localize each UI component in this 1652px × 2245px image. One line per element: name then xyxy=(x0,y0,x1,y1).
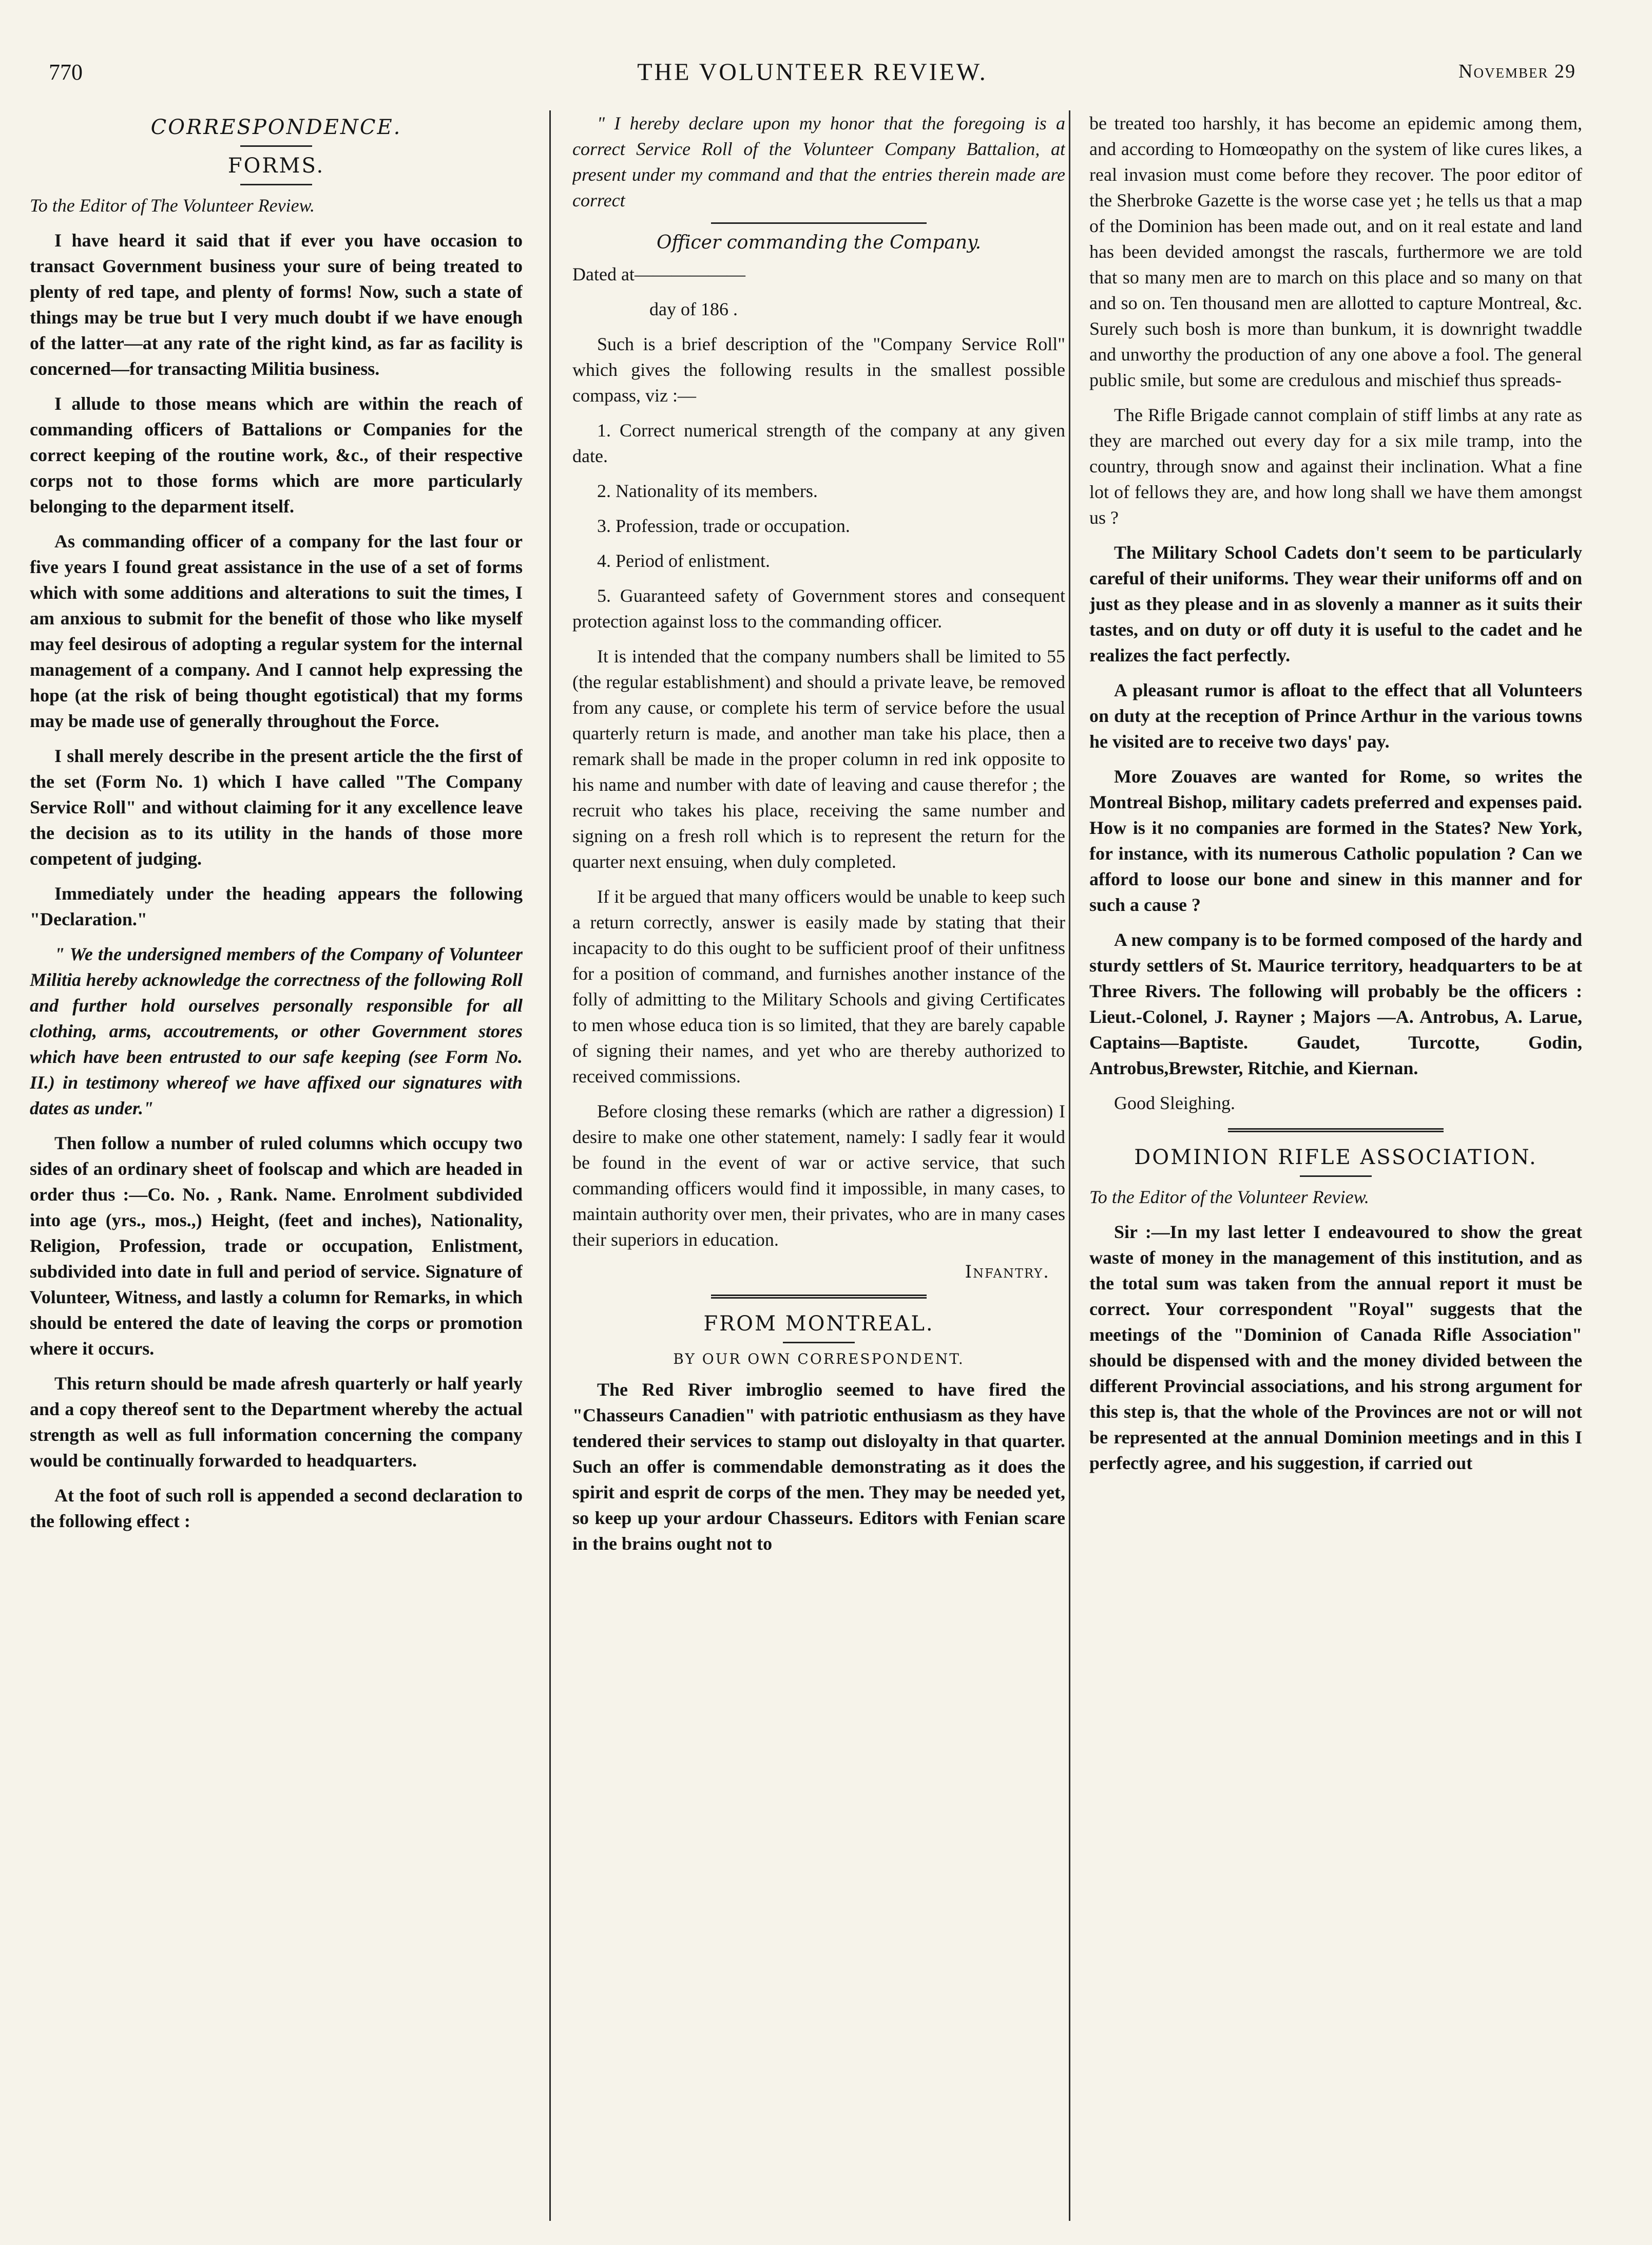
list-item: 3. Profession, trade or occupation. xyxy=(597,516,850,536)
list-item: 1. Correct numerical strength of the company at any given date. xyxy=(572,420,1065,466)
declaration-quote: " I hereby declare upon my honor that the foregoing is a correct Service Roll of the Volunteer Company Battalion, at present under my command and that the entries therein made are correct xyxy=(572,113,1065,211)
paragraph: If it be argued that many officers would be unable to keep such a return correctly, answer is easily made by stating that their incapacity to do this ought to be sufficient proof of their unfitness for a position of command, and furnishes another instance of the folly of admitting to the Military Schools and giving Certificates to men whose educa tion is so limited, that they are barely capable of signing their names, and yet who are thereby authorized to received commissions. xyxy=(572,886,1065,1087)
byline: BY OUR OWN CORRESPONDENT. xyxy=(673,1350,965,1367)
paragraph: Before closing these remarks (which are rather a digression) I desire to make one other statement, namely: I sadly fear it would be found in the event of war or active service, that such commanding officers would find it impossible, in many cases, to maintain authority over men, their privates, who are in many cases their superiors in education. xyxy=(572,1101,1065,1250)
day-line: day of 186 . xyxy=(649,299,738,319)
paragraph: At the foot of such roll is appended a second declaration to the following effect : xyxy=(30,1485,523,1531)
paragraph: I shall merely describe in the present article the the first of the set (Form No. 1) which I have called "The Company Service Roll" and without claiming for it any excellence leave the decision as to its utility in the hands of those more competent of judging. xyxy=(30,746,523,869)
page-number: 770 xyxy=(49,60,83,85)
section-heading: CORRESPONDENCE. xyxy=(150,116,402,139)
publication-title: THE VOLUNTEER REVIEW. xyxy=(637,59,988,86)
paragraph: I allude to those means which are within the reach of commanding officers of Battalions or Companies for the correct keeping of the routine work, &c., of their respective corps not to those forms which are more particularly belonging to the deparment itself. xyxy=(30,393,523,517)
column-2 xyxy=(572,110,1065,2221)
masthead xyxy=(49,49,1576,95)
heading-rule xyxy=(783,1342,855,1343)
officer-line: Officer commanding the Company. xyxy=(656,232,982,253)
issue-date: November 29 xyxy=(1458,61,1576,82)
results-list xyxy=(572,417,1065,634)
section-divider xyxy=(711,1295,927,1302)
paragraph: The Military School Cadets don't seem to be particularly careful of their uniforms. They wear their uniforms off and on just as they please and in as slovenly a manner as it suits their tastes, and on duty or off duty it is useful to the cadet and he realizes the fact perfectly. xyxy=(1089,542,1582,665)
paragraph: The Red River imbroglio seemed to have fired the "Chasseurs Canadien" with patriotic enthusiasm as they have tendered their services to stamp out disloyalty in that quarter. Such an offer is commendable demonstrating as it does the spirit and esprit de corps of the men. They may be needed yet, so keep up your ardour Chasseurs. Editors with Fenian scare in the brains ought not to xyxy=(572,1379,1065,1554)
list-item: 5. Guaranteed safety of Government stores and consequent protection against loss to the commanding officer. xyxy=(572,585,1065,632)
article-heading-forms: FORMS. xyxy=(227,154,325,178)
paragraph: Immediately under the heading appears the following "Declaration." xyxy=(30,883,523,929)
author-signature: Infantry. xyxy=(965,1262,1050,1282)
paragraph: As commanding officer of a company for the last four or five years I found great assistance in the use of a set of forms which with some additions and alterations to suit the times, I am anxious to submit for the benefit of those who like myself may feel desirous of adopting a regular system for the internal management of a company. And I cannot help expressing the hope (at the risk of being thought egotistical) that my forms may be made use of generally throughout the Force. xyxy=(30,531,523,731)
section-divider xyxy=(1228,1128,1444,1135)
paragraph: This return should be made afresh quarterly or half yearly and a copy thereof sent to the Department whereby the actual strength as well as full information concerning the company would be continually forwarded to headquarters. xyxy=(30,1373,523,1471)
dated-line: Dated at—————— xyxy=(572,264,745,284)
heading-rule xyxy=(1300,1175,1372,1177)
paragraph: It is intended that the company numbers shall be limited to 55 (the regular establishment) and should a private leave, be removed from any cause, or complete his term of service before the usual quarterly return is made, and another man take his place, then a remark shall be made in the proper column in red ink opposite to his name and number with date of leaving and cause therefor ; the recruit who takes his place, receiving the same number and signing on a fresh roll which is to represent the return for the quarter next ensuing, when duly completed. xyxy=(572,646,1065,872)
list-item: 2. Nationality of its members. xyxy=(597,481,818,501)
salutation: To the Editor of The Volunteer Review. xyxy=(30,195,315,216)
paragraph: More Zouaves are wanted for Rome, so writes the Montreal Bishop, military cadets preferred and expenses paid. How is it no companies are formed in the States? New York, for instance, with its numerous Catholic population ? Can we afford to loose our bone and sinew in this manner and for such a cause ? xyxy=(1089,766,1582,915)
column-rule-right xyxy=(1069,110,1070,2221)
paragraph: A new company is to be formed composed of the hardy and sturdy settlers of St. Maurice territory, headquarters to be at Three Rivers. The following will probably be the officers : Lieut.-Colonel, J. Rayner ; Majors —A. Antrobus, A. Larue, Captains—Baptiste. Gaudet, Turcotte, Godin, Antrobus,Brewster, Ritchie, and Kiernan. xyxy=(1089,929,1582,1078)
heading-rule xyxy=(240,145,312,147)
list-item: 4. Period of enlistment. xyxy=(597,550,770,571)
paragraph: be treated too harshly, it has become an epidemic among them, and according to Homœopathy on the system of like cures likes, a real invasion must come before they recover. The poor editor of the Sherbroke Gazette is the worse case yet ; he tells us that a map of the Dominion has been made out, and on it real estate and land has been devided amongst the rascals, furthermore we are told that so many men are to march on this place and so many on that and so on. Ten thousand men are allotted to capture Montreal, &c. Surely such bosh is more than bunkum, it is downright twaddle and unworthy the production of any one above a fool. The general public smile, but some are credulous and mischief thus spreads- xyxy=(1089,113,1582,390)
paragraph: Then follow a number of ruled columns which occupy two sides of an ordinary sheet of foolscap and which are headed in order thus :—Co. No. , Rank. Name. Enrolment subdivided into age (yrs., mos.,) Height, (feet and inches), Nationality, Religion, Profession, trade or occupation, Enlistment, subdivided into date in full and period of service. Signature of Volunteer, Witness, and lastly a column for Remarks, in which should be entered the date of leaving the corps or promotion where it occurs. xyxy=(30,1133,523,1359)
article-heading-rifle-association: DOMINION RIFLE ASSOCIATION. xyxy=(1134,1146,1538,1169)
paragraph: Such is a brief description of the "Company Service Roll" which gives the following results in the smallest possible compass, viz :— xyxy=(572,334,1065,406)
salutation: To the Editor of the Volunteer Review. xyxy=(1089,1187,1369,1207)
column-1 xyxy=(30,110,523,2221)
heading-rule xyxy=(240,184,312,185)
article-heading-montreal: FROM MONTREAL. xyxy=(703,1312,934,1336)
sign-off: Good Sleighing. xyxy=(1114,1093,1236,1113)
declaration-quote: " We the undersigned members of the Company of Volunteer Militia hereby acknowledge the correctness of the following Roll and further hold ourselves personally responsible for all clothing, arms, accoutrements, or other Government stores which have been entrusted to our safe keeping (see Form No. II.) in testimony whereof we have affixed our signatures with dates as under." xyxy=(30,944,523,1118)
column-3 xyxy=(1089,110,1582,2221)
paragraph: A pleasant rumor is afloat to the effect that all Volunteers on duty at the reception of Prince Arthur in the various towns he visited are to receive two days' pay. xyxy=(1089,680,1582,752)
paragraph: The Rifle Brigade cannot complain of stiff limbs at any rate as they are marched out every day for a six mile tramp, into the country, through snow and against their inclination. What a fine lot of fellows they are, and how long shall we have them amongst us ? xyxy=(1089,405,1582,528)
paragraph: Sir :—In my last letter I endeavoured to show the great waste of money in the management of this institution, and as the total sum was taken from the annual report it must be correct. Your correspondent "Royal" suggests that the meetings of the "Dominion of Canada Rifle Association" should be dispensed with and the money divided between the different Provincial associations, and his strong argument for this step is, that the whole of the Provinces are not or will not be represented at the annual Dominion meetings and in this I perfectly agree, and his suggestion, if carried out xyxy=(1089,1222,1582,1473)
column-rule-left xyxy=(549,110,551,2221)
signature-rule xyxy=(711,222,927,224)
paragraph: I have heard it said that if ever you have occasion to transact Government business your sure of being treated to plenty of red tape, and plenty of forms! Now, such a state of things may be true but I very much doubt if we have enough of the latter—at any rate of the right kind, as far as facility is concerned—for transacting Militia business. xyxy=(30,230,523,379)
